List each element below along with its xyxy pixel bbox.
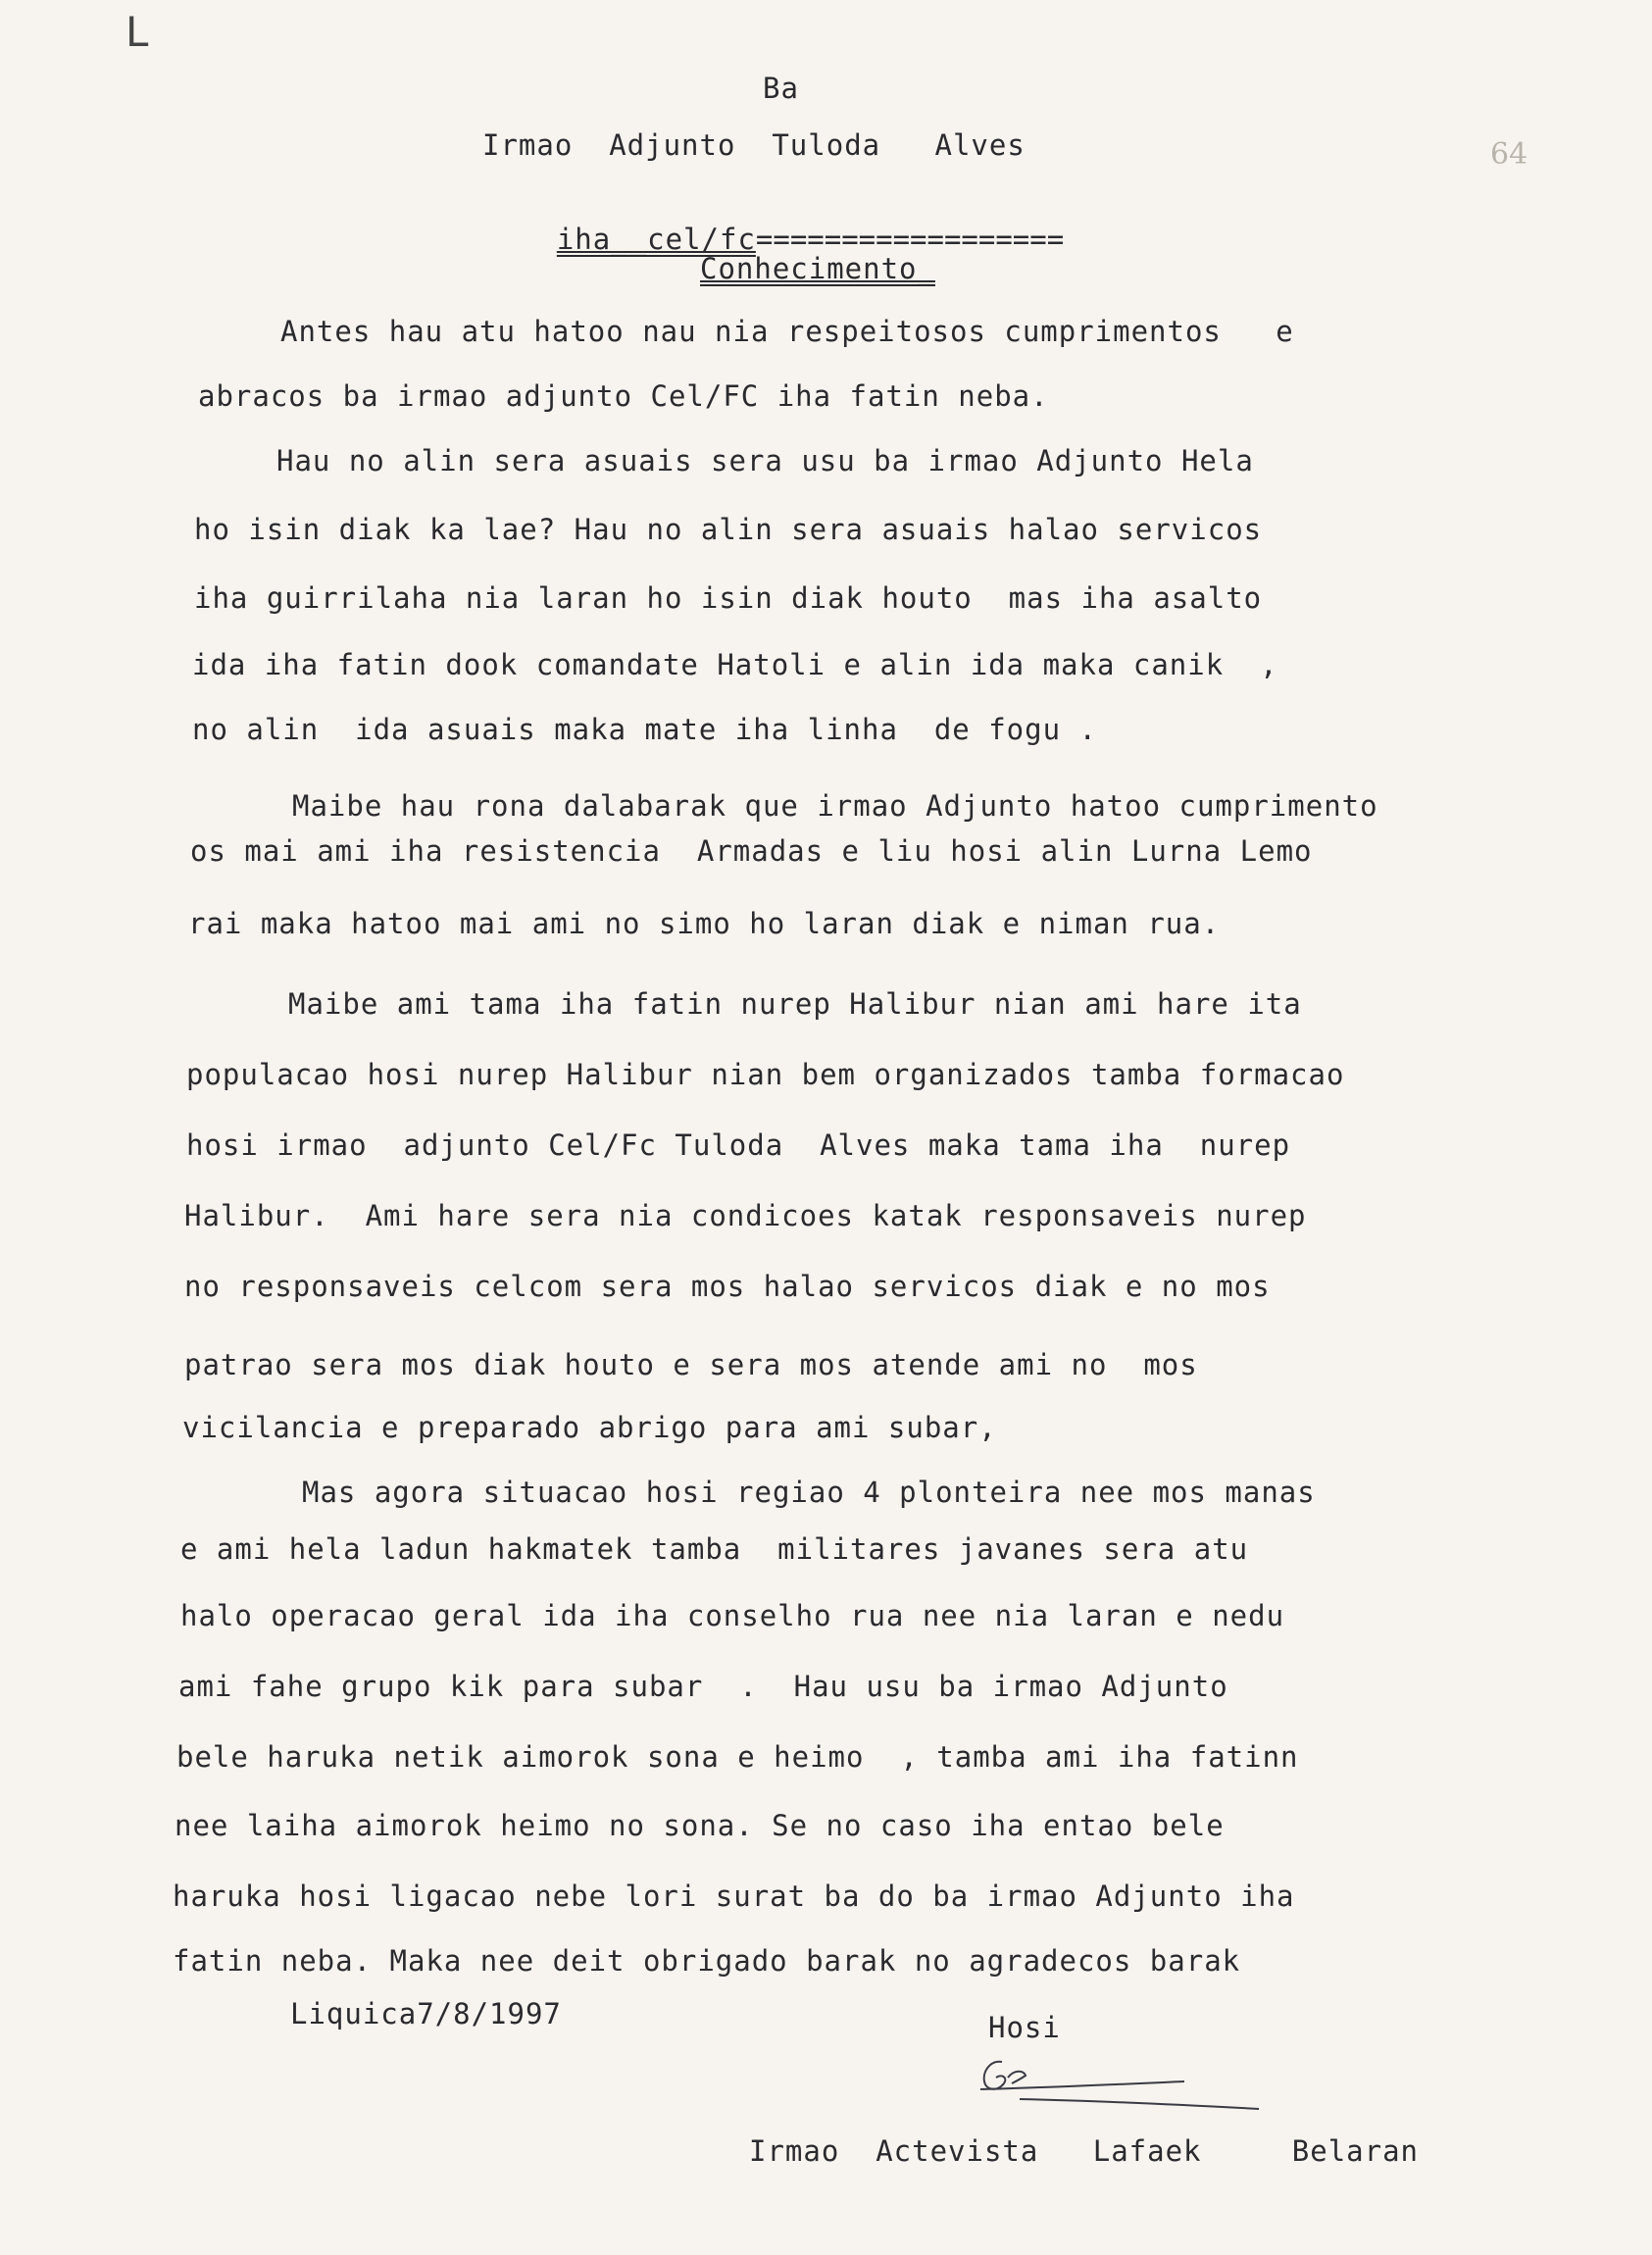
body-line: ho isin diak ka lae? Hau no alin sera asuais halao servicos	[194, 513, 1263, 546]
body-line: Hau no alin sera asuais sera usu ba irmao Adjunto Hela	[276, 444, 1254, 477]
recipient-org-rule: ==================	[755, 223, 1065, 256]
body-line: ida iha fatin dook comandate Hatoli e alin ida maka canik ,	[192, 648, 1278, 681]
recipient-org-text: iha__cel/fc	[556, 223, 756, 256]
letter-date: Liquica7/8/1997	[290, 1997, 562, 2030]
salutation-to: Ba	[763, 72, 799, 105]
body-line: Maibe ami tama iha fatin nurep Halibur nian ami hare ita	[288, 987, 1302, 1021]
body-line: rai maka hatoo mai ami no simo ho laran diak e niman rua.	[188, 907, 1221, 940]
body-line: populacao hosi nurep Halibur nian bem organizados tamba formacao	[186, 1058, 1345, 1091]
body-line: iha guirrilaha nia laran ho isin diak houto mas iha asalto	[194, 581, 1263, 615]
handwritten-signature	[941, 2044, 1275, 2123]
body-line: no alin ida asuais maka mate iha linha de fogu .	[192, 713, 1097, 746]
letter-subject: Conhecimento_	[700, 252, 935, 285]
body-line: os mai ami iha resistencia Armadas e liu hosi alin Lurna Lemo	[190, 834, 1313, 868]
body-line: Antes hau atu hatoo nau nia respeitosos cumprimentos e	[280, 315, 1294, 348]
body-line: hosi irmao adjunto Cel/Fc Tuloda Alves maka tama iha nurep	[186, 1128, 1291, 1162]
body-line: e ami hela ladun hakmatek tamba militares javanes sera atu	[180, 1532, 1249, 1566]
body-line: fatin neba. Maka nee deit obrigado barak no agradecos barak	[173, 1944, 1241, 1978]
body-line: Halibur. Ami hare sera nia condicoes katak responsaveis nurep	[184, 1199, 1307, 1232]
signer-name: Irmao Actevista Lafaek Belaran	[749, 2134, 1420, 2168]
body-line: vicilancia e preparado abrigo para ami subar,	[182, 1411, 997, 1444]
body-line: abracos ba irmao adjunto Cel/FC iha fatin neba.	[198, 379, 1049, 413]
body-line: bele haruka netik aimorok sona e heimo , tamba ami iha fatinn	[176, 1740, 1299, 1774]
body-line: no responsaveis celcom sera mos halao servicos diak e no mos	[184, 1270, 1271, 1303]
body-line: Mas agora situacao hosi regiao 4 plonteira nee mos manas	[302, 1476, 1316, 1509]
corner-mark: ᒪ	[125, 8, 149, 56]
body-line: ami fahe grupo kik para subar . Hau usu ba irmao Adjunto	[178, 1670, 1228, 1703]
page-number: 64	[1490, 137, 1528, 172]
body-line: halo operacao geral ida iha conselho rua nee nia laran e nedu	[180, 1599, 1285, 1632]
body-line: haruka hosi ligacao nebe lori surat ba do ba irmao Adjunto iha	[173, 1879, 1295, 1913]
recipient-name: Irmao Adjunto Tuloda Alves	[482, 128, 1026, 162]
body-line: Maibe hau rona dalabarak que irmao Adjunto hatoo cumprimento	[292, 789, 1378, 823]
closing-from: Hosi	[988, 2011, 1061, 2044]
body-line: patrao sera mos diak houto e sera mos atende ami no mos	[184, 1348, 1198, 1381]
body-line: nee laiha aimorok heimo no sona. Se no caso iha entao bele	[175, 1809, 1225, 1842]
